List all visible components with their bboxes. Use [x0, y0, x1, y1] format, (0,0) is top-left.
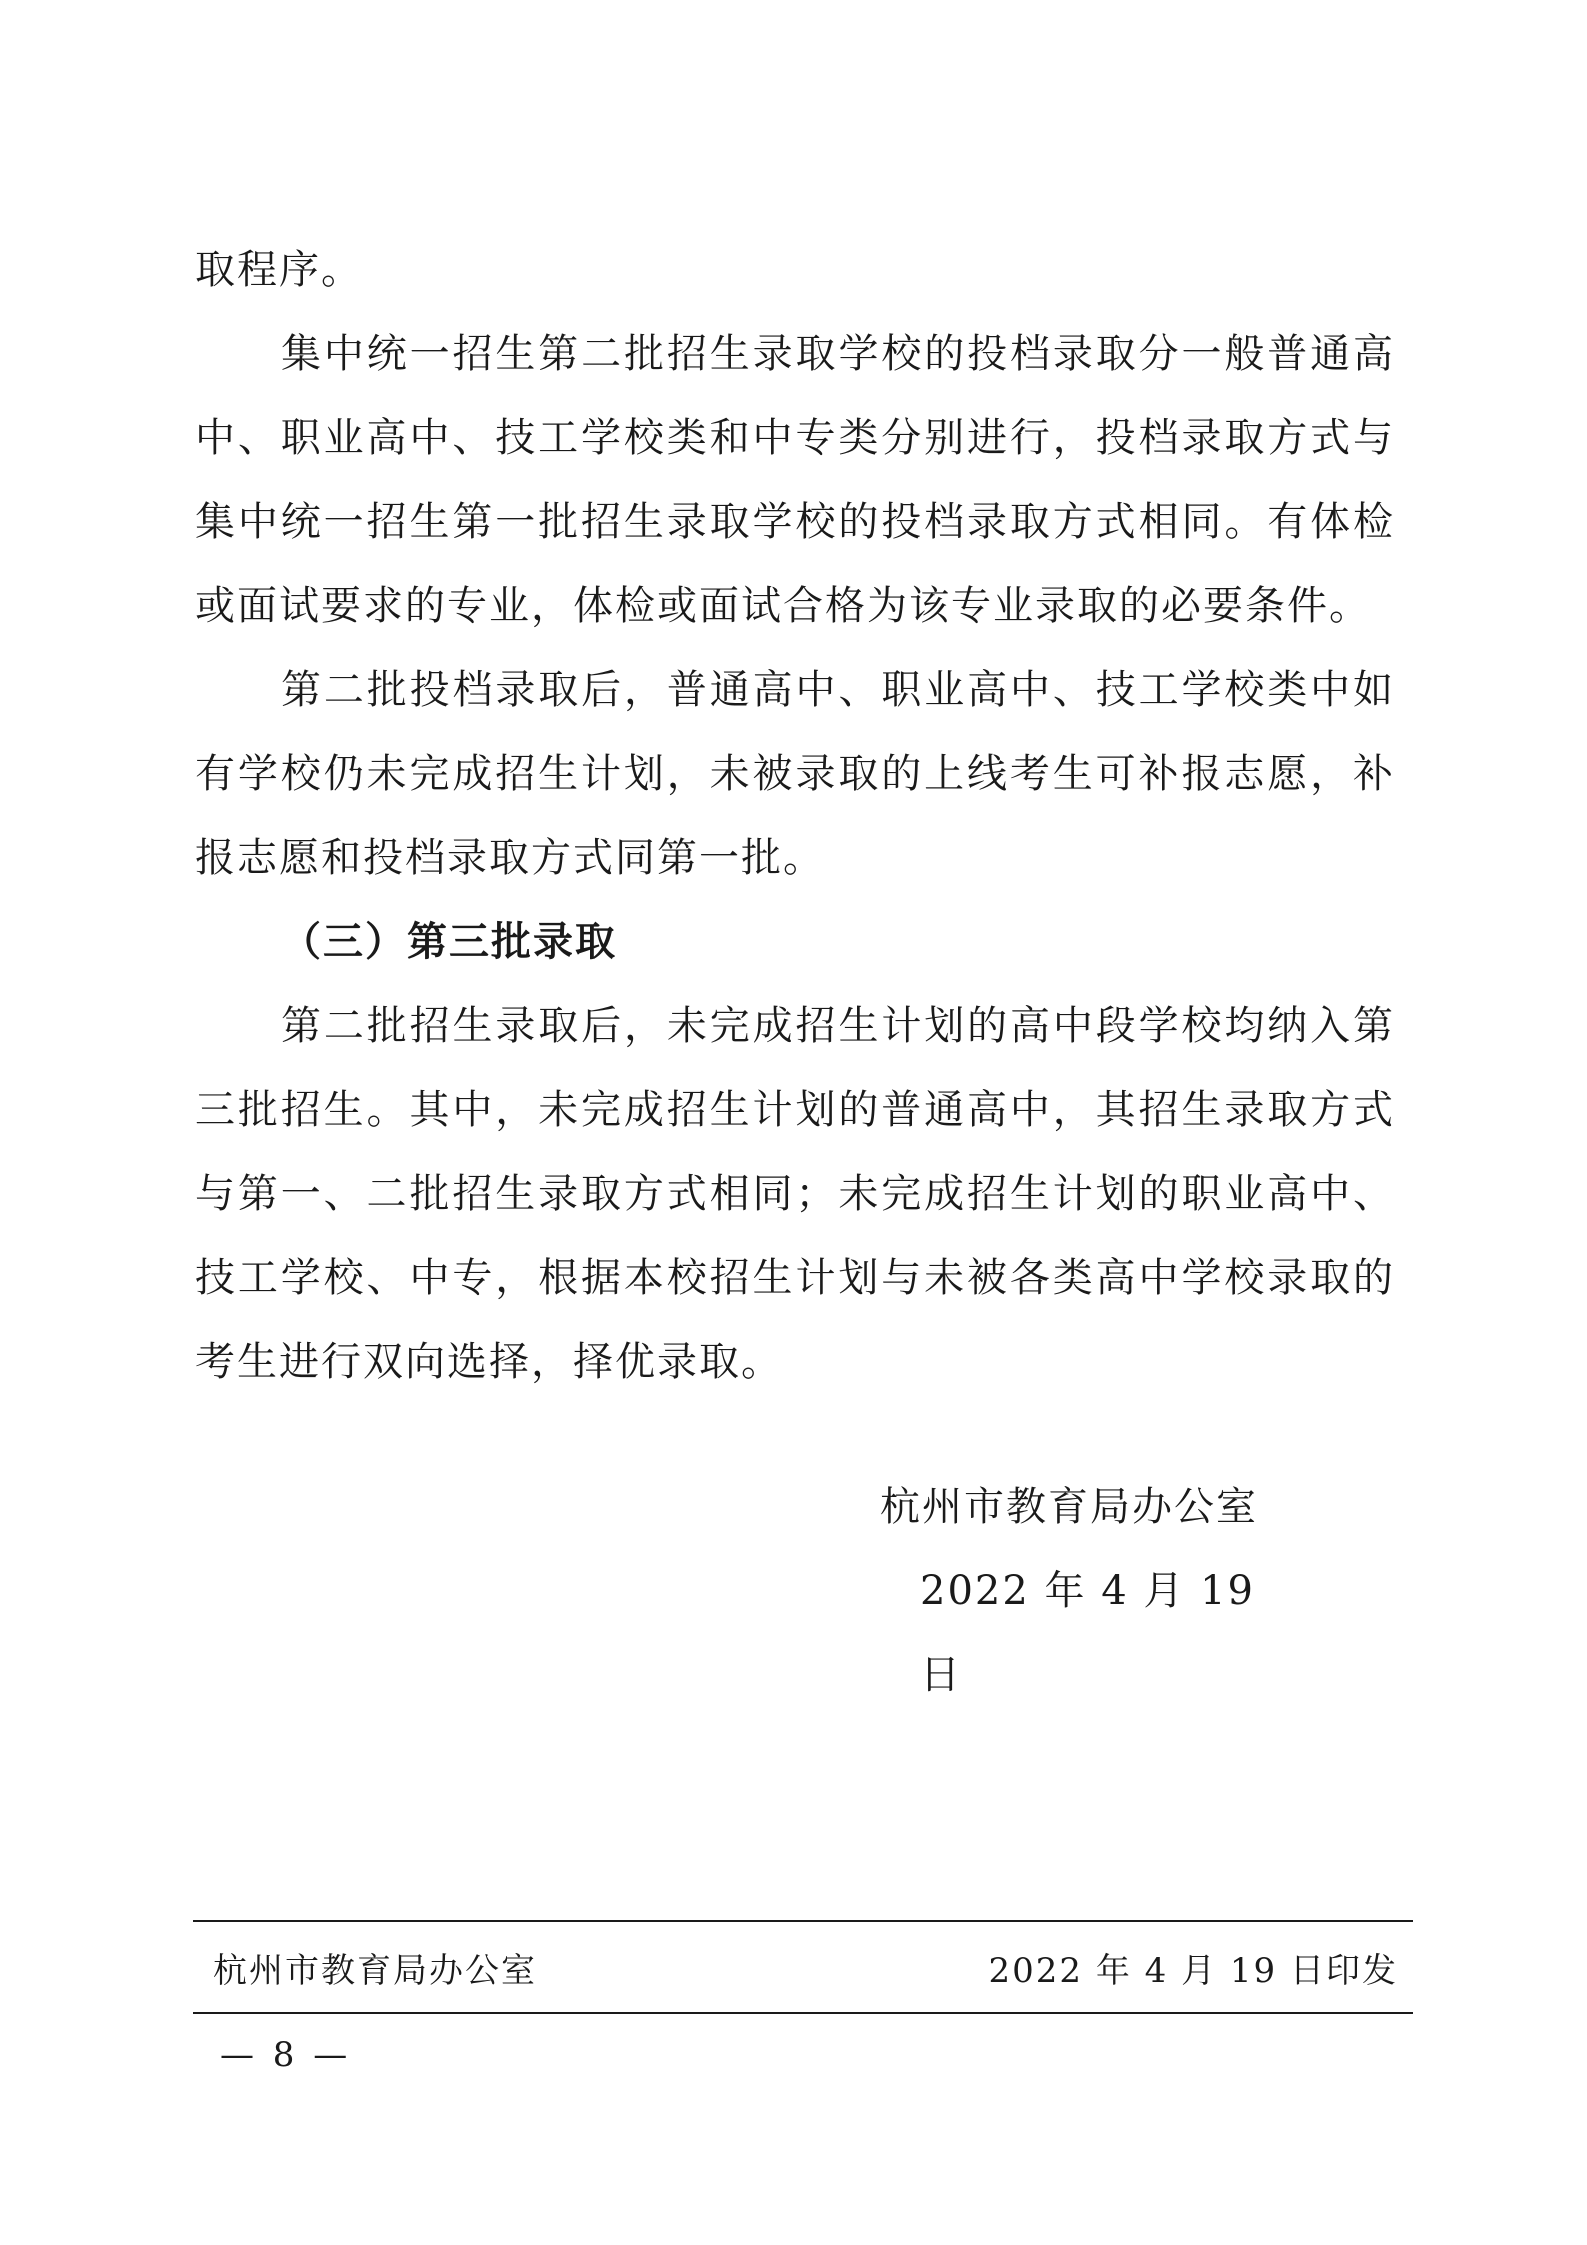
signature-organization: 杭州市教育局办公室	[880, 1484, 1258, 1530]
footer-rule-bottom	[193, 2012, 1413, 2014]
issuance-footer	[213, 1932, 1398, 2002]
page-number: — 8 —	[220, 2035, 352, 2075]
signature-block	[880, 1465, 1280, 1717]
footer-issuer: 杭州市教育局办公室	[213, 1950, 537, 1991]
paragraph-supplementary: 第二批投档录取后，普通高中、职业高中、技工学校类中如有学校仍未完成招生计划，未被录取的上线考生可补报志愿，补报志愿和投档录取方式同第一批。	[195, 667, 1395, 881]
body-text	[195, 228, 1395, 1404]
paragraph-third-batch: 第二批招生录取后，未完成招生计划的高中段学校均纳入第三批招生。其中，未完成招生计划的普通高中，其招生录取方式与第一、二批招生录取方式相同；未完成招生计划的职业高中、技工学校、中专，根据本校招生计划与未被各类高中学校录取的考生进行双向选择，择优录取。	[195, 1003, 1395, 1385]
paragraph-second-batch: 集中统一招生第二批招生录取学校的投档录取分一般普通高中、职业高中、技工学校类和中专类分别进行，投档录取方式与集中统一招生第一批招生录取学校的投档录取方式相同。有体检或面试要求的专业，体检或面试合格为该专业录取的必要条件。	[195, 331, 1395, 629]
paragraph-continuation: 取程序。	[195, 247, 363, 293]
footer-issue-date: 2022 年 4 月 19 日印发	[988, 1950, 1398, 1991]
footer-rule-top	[193, 1920, 1413, 1922]
signature-date: 2022 年 4 月 19 日	[920, 1568, 1256, 1698]
section-heading-third-batch: （三）第三批录取	[281, 918, 617, 965]
